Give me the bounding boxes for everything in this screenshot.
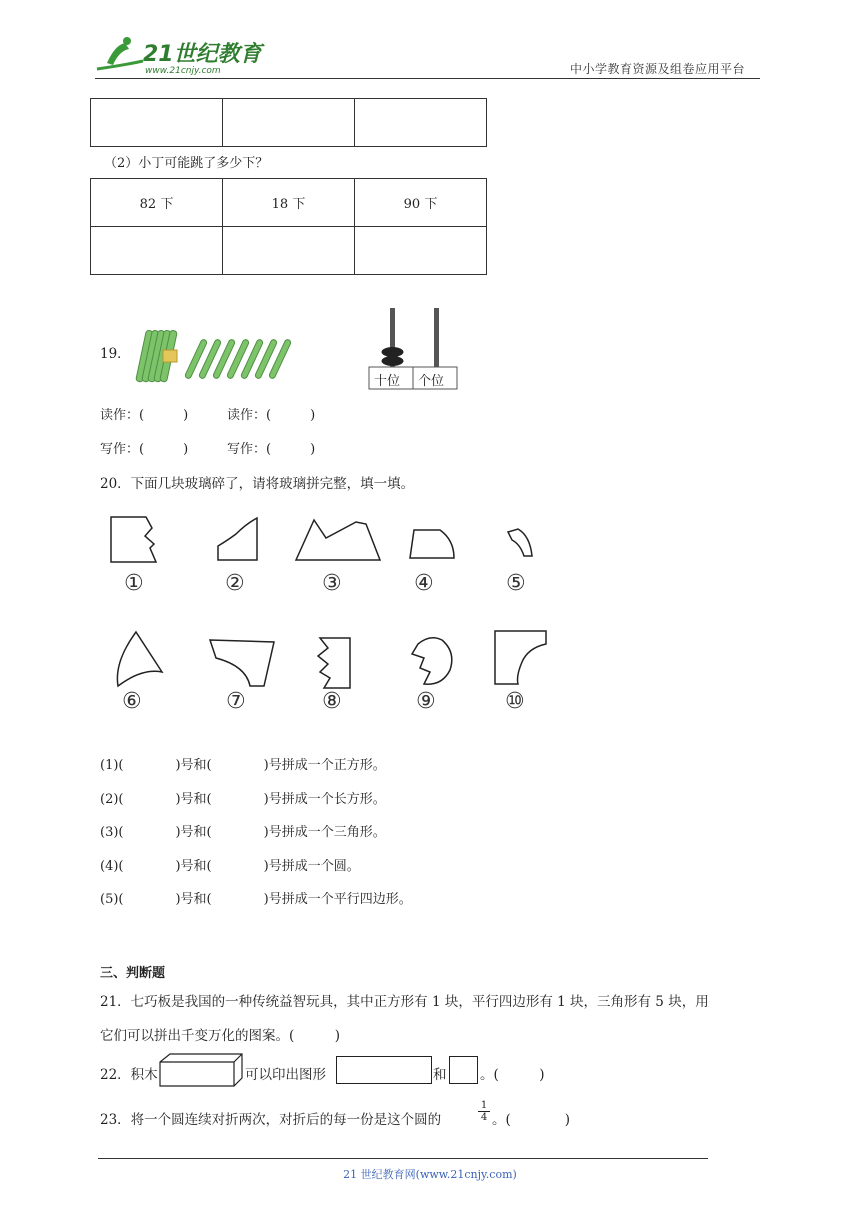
glass-piece-7: [206, 636, 276, 690]
q19-read-1: 读作：( ): [100, 408, 189, 423]
q22-text-a: 22．积木: [100, 1067, 158, 1083]
glass-piece-9: [406, 632, 456, 688]
q19-write-2: 写作：( ): [227, 442, 316, 457]
q21-line-2: 它们可以拼出千变万化的图案。( ): [100, 1028, 341, 1044]
option-cell: 90 下: [355, 179, 487, 227]
glass-piece-2: [214, 514, 262, 564]
square-shape: [449, 1056, 478, 1084]
glass-piece-5: [504, 526, 536, 560]
q22-text-c: 和: [433, 1067, 447, 1083]
label-6: ⑥: [122, 689, 142, 714]
q22-text-b: 可以印出图形: [245, 1067, 326, 1083]
footer-divider: [98, 1158, 708, 1159]
q23-text-a: 23．将一个圆连续对折两次，对折后的每一份是这个圆的: [100, 1112, 442, 1128]
q21-line-1: 21．七巧板是我国的一种传统益智玩具，其中正方形有 1 块，平行四边形有 1 块，三角形有 5 块，用: [100, 994, 709, 1010]
q20-prompt: 20．下面几块玻璃碎了，请将玻璃拼完整，填一填。: [100, 476, 415, 492]
q19-write-1: 写作：( ): [100, 442, 189, 457]
abacus-label-ones: 个位: [418, 374, 445, 389]
site-logo: [95, 35, 265, 80]
q19-read-2: 读作：( ): [227, 408, 316, 423]
option-cell: 18 下: [223, 179, 355, 227]
rectangle-shape: [336, 1056, 432, 1084]
svg-text:www.21cnjy.com: www.21cnjy.com: [145, 66, 221, 76]
fraction-numerator: 1: [478, 1100, 490, 1112]
option-cell: 82 下: [91, 179, 223, 227]
svg-text:21世纪教育: 21世纪教育: [143, 42, 262, 67]
q18-table-1: [90, 98, 487, 147]
label-7: ⑦: [226, 689, 246, 714]
answer-cell[interactable]: [355, 227, 487, 275]
table-cell[interactable]: [223, 99, 355, 147]
label-2: ②: [225, 571, 245, 596]
label-3: ③: [322, 571, 342, 596]
sticks-bundle-image: [135, 328, 295, 392]
answer-cell[interactable]: [91, 227, 223, 275]
glass-piece-6: [110, 628, 166, 690]
q19-number: 19．: [100, 346, 131, 362]
q23-text-b: 。( ): [492, 1112, 571, 1128]
q20-item-5: (5)( )号和( )号拼成一个平行四边形。: [100, 892, 412, 907]
answer-cell[interactable]: [223, 227, 355, 275]
fraction-one-quarter: [478, 1100, 490, 1123]
q18-table-2: [90, 178, 487, 275]
q20-item-4: (4)( )号和( )号拼成一个圆。: [100, 859, 360, 874]
abacus-label-tens: 十位: [374, 374, 401, 389]
q20-item-2: (2)( )号和( )号拼成一个长方形。: [100, 792, 386, 807]
glass-piece-8: [314, 634, 356, 692]
label-8: ⑧: [322, 689, 342, 714]
glass-piece-3: [294, 516, 384, 564]
label-4: ④: [414, 571, 434, 596]
glass-piece-1: [108, 514, 160, 566]
glass-piece-10: [492, 628, 550, 688]
header-divider: [95, 78, 760, 79]
header-platform-text: 中小学教育资源及组卷应用平台: [570, 62, 746, 76]
table-cell[interactable]: [91, 99, 223, 147]
q20-item-3: (3)( )号和( )号拼成一个三角形。: [100, 825, 386, 840]
footer-text[interactable]: 21 世纪教育网(www.21cnjy.com): [343, 1168, 517, 1181]
label-10: ⑩: [505, 689, 525, 714]
table-cell[interactable]: [355, 99, 487, 147]
q22-text-d: 。( ): [480, 1067, 545, 1083]
label-9: ⑨: [416, 689, 436, 714]
fraction-denominator: 4: [480, 1112, 488, 1123]
q18-subquestion-2: （2）小丁可能跳了多少下？: [104, 156, 269, 171]
label-5: ⑤: [506, 571, 526, 596]
q20-item-1: (1)( )号和( )号拼成一个正方形。: [100, 758, 386, 773]
label-1: ①: [124, 571, 144, 596]
block-3d-image: [158, 1052, 244, 1092]
section-title: 三、判断题: [100, 966, 166, 981]
glass-piece-4: [406, 524, 458, 564]
